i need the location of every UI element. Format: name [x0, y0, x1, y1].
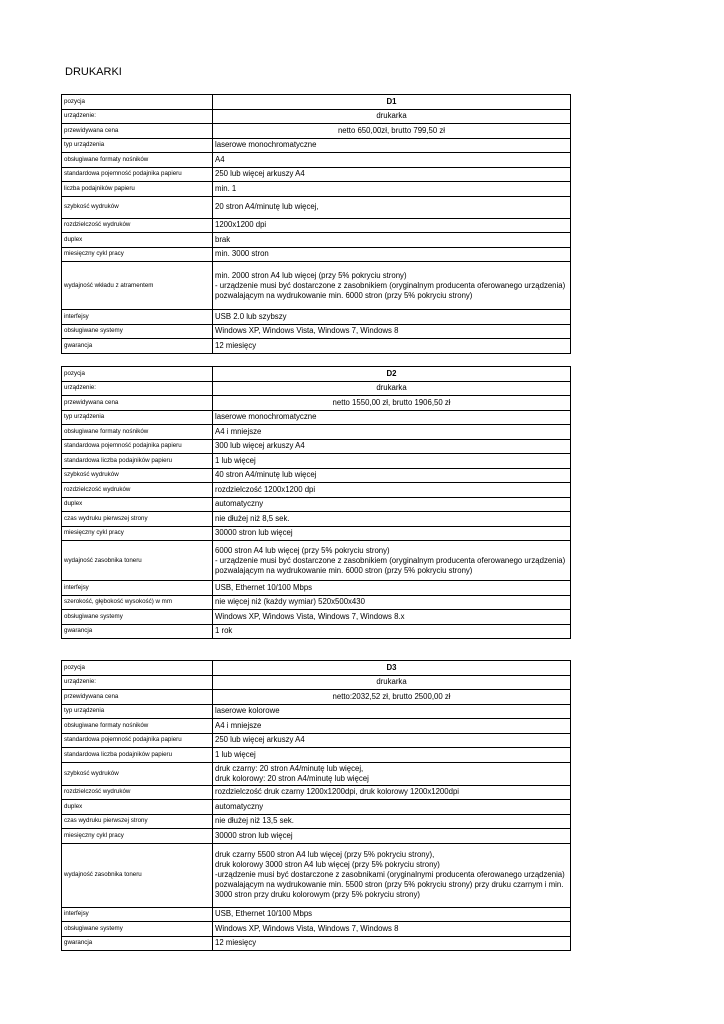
row-value: 12 miesięcy: [213, 339, 571, 354]
row-label: przewidywana cena: [62, 124, 213, 139]
table-row: [62, 109, 571, 124]
row-value: brak: [213, 233, 571, 248]
row-label: obsługiwane formaty nośników: [62, 425, 213, 440]
row-value: rozdzielczość druk czarny 1200x1200dpi, druk kolorowy 1200x1200dpi: [213, 785, 571, 800]
row-value: USB, Ethernet 10/100 Mbps: [213, 581, 571, 596]
row-value: laserowe kolorowe: [213, 704, 571, 719]
row-label: obsługiwane systemy: [62, 324, 213, 339]
row-label: miesięczny cykl pracy: [62, 526, 213, 541]
row-label: czas wydruku pierwszej strony: [62, 512, 213, 527]
row-label: urządzenie:: [62, 381, 213, 396]
row-label: szerokość, głębokość wysokość) w mm: [62, 595, 213, 610]
table-row: [62, 748, 571, 763]
table-row: [62, 468, 571, 483]
row-value: automatyczny: [213, 800, 571, 815]
row-label: standardowa pojemność podajnika papieru: [62, 439, 213, 454]
row-value: min. 2000 stron A4 lub więcej (przy 5% pokryciu strony) - urządzenie musi być dostarczone z zasobnikiem (oryginalnym producenta oferowanego urządzenia) pozwalającym na wydrukowanie min. 6000 stron (przy 5% pokryciu strony): [213, 262, 571, 310]
table-row: [62, 907, 571, 922]
row-label: interfejsy: [62, 907, 213, 922]
row-label: gwarancja: [62, 624, 213, 639]
table-row: [62, 167, 571, 182]
table-row: [62, 936, 571, 951]
table-row: [62, 595, 571, 610]
table-row: [62, 138, 571, 153]
table-row: [62, 196, 571, 218]
row-label: typ urządzenia: [62, 138, 213, 153]
row-value: 250 lub więcej arkuszy A4: [213, 167, 571, 182]
row-value: druk czarny 5500 stron A4 lub więcej (przy 5% pokryciu strony), druk kolorowy 3000 stron A4 lub więcej (przy 5% pokryciu strony) -urządzenie musi być dostarczone z zasobnikami (oryginalnymi producenta oferowanego urządzenia) pozwalającym na wydrukowanie min. 5500 stron (przy 5% pokryciu strony) przy druku czarnym i min. 3000 stron przy druku kolorowym (przy 5% pokryciu strony): [213, 843, 571, 907]
spec-table-d3: [61, 660, 571, 951]
row-label: szybkość wydruków: [62, 196, 213, 218]
row-label: typ urządzenia: [62, 410, 213, 425]
table-row: [62, 324, 571, 339]
row-label: duplex: [62, 800, 213, 815]
row-value: drukarka: [213, 381, 571, 396]
row-label: przewidywana cena: [62, 690, 213, 705]
row-label: czas wydruku pierwszej strony: [62, 814, 213, 829]
row-value: A4: [213, 153, 571, 168]
row-value: automatyczny: [213, 497, 571, 512]
row-label: rozdzielczość wydruków: [62, 218, 213, 233]
table-row: [62, 661, 571, 676]
table-row: [62, 762, 571, 785]
row-label: gwarancja: [62, 339, 213, 354]
table-row: [62, 785, 571, 800]
row-value: 1 lub więcej: [213, 748, 571, 763]
table-row: [62, 218, 571, 233]
row-value: Windows XP, Windows Vista, Windows 7, Windows 8: [213, 324, 571, 339]
row-value: nie dłużej niż 13,5 sek.: [213, 814, 571, 829]
table-row: [62, 339, 571, 354]
row-value: laserowe monochromatyczne: [213, 410, 571, 425]
table-row: [62, 425, 571, 440]
row-label: obsługiwane systemy: [62, 610, 213, 625]
row-value: druk czarny: 20 stron A4/minutę lub więcej, druk kolorowy: 20 stron A4/minutę lub więcej: [213, 762, 571, 785]
row-label: rozdzielczość wydruków: [62, 785, 213, 800]
row-label: gwarancja: [62, 936, 213, 951]
row-value: D3: [213, 661, 571, 676]
table-row: [62, 512, 571, 527]
table-row: [62, 922, 571, 937]
row-label: szybkość wydruków: [62, 762, 213, 785]
row-value: min. 3000 stron: [213, 247, 571, 262]
row-label: obsługiwane formaty nośników: [62, 153, 213, 168]
row-value: rozdzielczość 1200x1200 dpi: [213, 483, 571, 498]
table-row: [62, 610, 571, 625]
table-row: [62, 182, 571, 197]
row-label: obsługiwane systemy: [62, 922, 213, 937]
table-row: [62, 800, 571, 815]
row-value: 1200x1200 dpi: [213, 218, 571, 233]
row-value: Windows XP, Windows Vista, Windows 7, Windows 8: [213, 922, 571, 937]
row-label: obsługiwane formaty nośników: [62, 719, 213, 734]
row-value: 6000 stron A4 lub więcej (przy 5% pokryciu strony) - urządzenie musi być dostarczone z zasobnikiem (oryginalnym producenta oferowanego urządzenia) pozwalającym na wydrukowanie min. 6000 stron (przy 5% pokryciu strony): [213, 541, 571, 581]
row-label: wydajność zasobnika toneru: [62, 541, 213, 581]
table-row: [62, 719, 571, 734]
table-row: [62, 233, 571, 248]
row-value: 250 lub więcej arkuszy A4: [213, 733, 571, 748]
row-value: USB 2.0 lub szybszy: [213, 310, 571, 325]
row-value: 30000 stron lub więcej: [213, 829, 571, 844]
row-label: przewidywana cena: [62, 396, 213, 411]
row-value: D2: [213, 367, 571, 382]
table-row: [62, 153, 571, 168]
row-value: 30000 stron lub więcej: [213, 526, 571, 541]
table-row: [62, 454, 571, 469]
table-row: [62, 410, 571, 425]
row-value: 40 stron A4/minutę lub więcej: [213, 468, 571, 483]
table-row: [62, 675, 571, 690]
table-row: [62, 124, 571, 139]
row-value: laserowe monochromatyczne: [213, 138, 571, 153]
row-label: wydajność zasobnika toneru: [62, 843, 213, 907]
row-label: typ urządzenia: [62, 704, 213, 719]
table-row: [62, 581, 571, 596]
row-value: nie więcej niż (każdy wymiar) 520x500x430: [213, 595, 571, 610]
row-label: interfejsy: [62, 310, 213, 325]
table-row: [62, 439, 571, 454]
row-value: 12 miesięcy: [213, 936, 571, 951]
table-row: [62, 843, 571, 907]
row-value: 1 lub więcej: [213, 454, 571, 469]
table-row: [62, 690, 571, 705]
table-row: [62, 262, 571, 310]
table-row: [62, 483, 571, 498]
row-label: duplex: [62, 233, 213, 248]
row-label: standardowa pojemność podajnika papieru: [62, 733, 213, 748]
row-value: 20 stron A4/minutę lub więcej,: [213, 196, 571, 218]
table-row: [62, 247, 571, 262]
table-row: [62, 829, 571, 844]
row-value: D1: [213, 95, 571, 110]
table-row: [62, 310, 571, 325]
row-value: netto 650,00zł, brutto 799,50 zł: [213, 124, 571, 139]
table-row: [62, 497, 571, 512]
row-label: standardowa liczba podajników papieru: [62, 748, 213, 763]
table-row: [62, 704, 571, 719]
row-label: standardowa liczba podajników papieru: [62, 454, 213, 469]
row-label: standardowa pojemność podajnika papieru: [62, 167, 213, 182]
row-label: liczba podajników papieru: [62, 182, 213, 197]
row-value: Windows XP, Windows Vista, Windows 7, Windows 8.x: [213, 610, 571, 625]
row-value: min. 1: [213, 182, 571, 197]
table-row: [62, 526, 571, 541]
row-value: A4 i mniejsze: [213, 425, 571, 440]
row-label: szybkość wydruków: [62, 468, 213, 483]
row-value: netto:2032,52 zł, brutto 2500,00 zł: [213, 690, 571, 705]
table-row: [62, 95, 571, 110]
row-label: duplex: [62, 497, 213, 512]
row-value: drukarka: [213, 675, 571, 690]
row-label: pozycja: [62, 661, 213, 676]
row-value: nie dłużej niż 8,5 sek.: [213, 512, 571, 527]
row-value: A4 i mniejsze: [213, 719, 571, 734]
table-row: [62, 396, 571, 411]
row-label: wydajność wkładu z atramentem: [62, 262, 213, 310]
row-label: miesięczny cykl pracy: [62, 247, 213, 262]
spec-table-d1: [61, 94, 571, 354]
row-label: urządzenie:: [62, 109, 213, 124]
table-row: [62, 541, 571, 581]
table-row: [62, 367, 571, 382]
row-label: urządzenie:: [62, 675, 213, 690]
page-title: DRUKARKI: [65, 66, 122, 78]
row-label: interfejsy: [62, 581, 213, 596]
row-label: rozdzielczość wydruków: [62, 483, 213, 498]
table-row: [62, 381, 571, 396]
row-label: pozycja: [62, 367, 213, 382]
row-label: miesięczny cykl pracy: [62, 829, 213, 844]
row-value: 300 lub więcej arkuszy A4: [213, 439, 571, 454]
row-label: pozycja: [62, 95, 213, 110]
spec-table-d2: [61, 366, 571, 639]
row-value: USB, Ethernet 10/100 Mbps: [213, 907, 571, 922]
table-row: [62, 733, 571, 748]
table-row: [62, 624, 571, 639]
row-value: drukarka: [213, 109, 571, 124]
row-value: 1 rok: [213, 624, 571, 639]
table-row: [62, 814, 571, 829]
row-value: netto 1550,00 zł, brutto 1906,50 zł: [213, 396, 571, 411]
